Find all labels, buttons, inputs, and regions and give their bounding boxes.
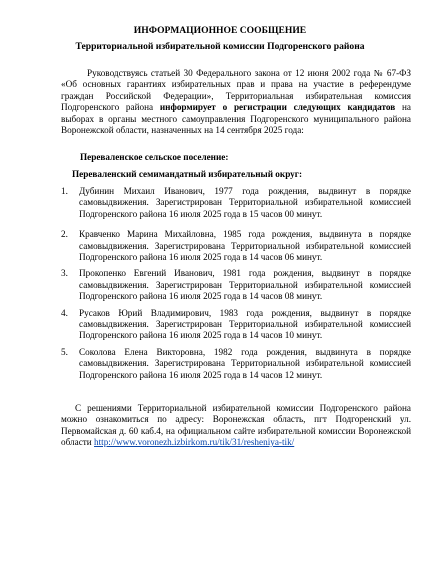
candidate-text: Кравченко Марина Михайловна, 1985 года рождения, выдвинута в порядке самовыдвижения. Зарегистрирована Территориальной избирательной комиссией Подгоренского района 16 июля 2025 года в 14 часов 06 минут. (79, 229, 411, 263)
candidate-number: 5. (61, 346, 68, 357)
intro-paragraph (61, 68, 411, 136)
district-heading: Переваленский семимандатный избирательный округ: (72, 169, 303, 179)
candidate-item (61, 308, 411, 342)
candidate-item (61, 347, 411, 381)
candidate-number: 1. (61, 186, 68, 196)
candidate-text: Прокопенко Евгений Иванович, 1981 года рождения, выдвинут в порядке самовыдвижения. Зарегистрирован Территориальной избирательной комиссией Подгоренского района 16 июля 2025 года в 14 часов 08 минут. (79, 268, 411, 302)
intro-text-1: Руководствуясь статьей 30 Федерального закона от 12 июня 2002 года № 67-ФЗ «Об основных гарантиях избирательных прав и права на участие в референдуме граждан Российской Федерации», Территориальная избирательная комиссия Подгоренского района (61, 68, 411, 113)
settlement-heading: Переваленское сельское поселение: (80, 152, 229, 162)
candidate-number: 2. (61, 229, 68, 240)
document-title: ИНФОРМАЦИОННОЕ СООБЩЕНИЕ (133, 25, 307, 36)
izbirkom-link[interactable]: http://www.voronezh.izbirkom.ru/tik/31/resheniya-tik/ (94, 437, 295, 448)
intro-text-2: на выборах в органы местного самоуправления Подгоренского муниципального района Воронежской области, назначенных на 14 сентября 2025 года: (61, 102, 411, 136)
document-subtitle: Территориальной избирательной комиссии Подгоренского района (75, 41, 365, 52)
outro-text: С решениями Территориальной избирательной комиссии Подгоренского района можно ознакомиться по адресу: Воронежская область, пгт Подгоренский ул. Первомайская д. 60 каб.4, на официальном сайте избирательной комиссии Воронежской области (61, 403, 411, 448)
candidate-number: 4. (61, 307, 68, 318)
candidate-text: Соколова Елена Викторовна, 1982 года рождения, выдвинута в порядке самовыдвижения. Зарегистрирована Территориальной избирательной комиссией Подгоренского района 16 июля 2025 года в 14 часов 12 минут. (79, 346, 411, 380)
candidate-text: Русаков Юрий Владимирович, 1983 года рождения, выдвинут в порядке самовыдвижения. Зарегистрирован Территориальной избирательной комиссией Подгоренского района 16 июля 2025 года в 14 часов 10 минут. (79, 307, 411, 341)
candidate-text: Дубинин Михаил Иванович, 1977 года рождения, выдвинут в порядке самовыдвижения. Зарегистрирован Территориальной избирательной комиссией Подгоренского района 16 июля 2025 года в 15 часов 00 минут. (79, 186, 411, 219)
candidate-number: 3. (61, 268, 68, 279)
candidate-item (61, 186, 411, 220)
candidate-item (61, 268, 411, 302)
outro-paragraph (61, 403, 411, 449)
intro-bold-text: информирует о регистрации следующих кандидатов (159, 102, 396, 113)
candidate-item (61, 229, 411, 263)
candidate-list (61, 186, 411, 386)
